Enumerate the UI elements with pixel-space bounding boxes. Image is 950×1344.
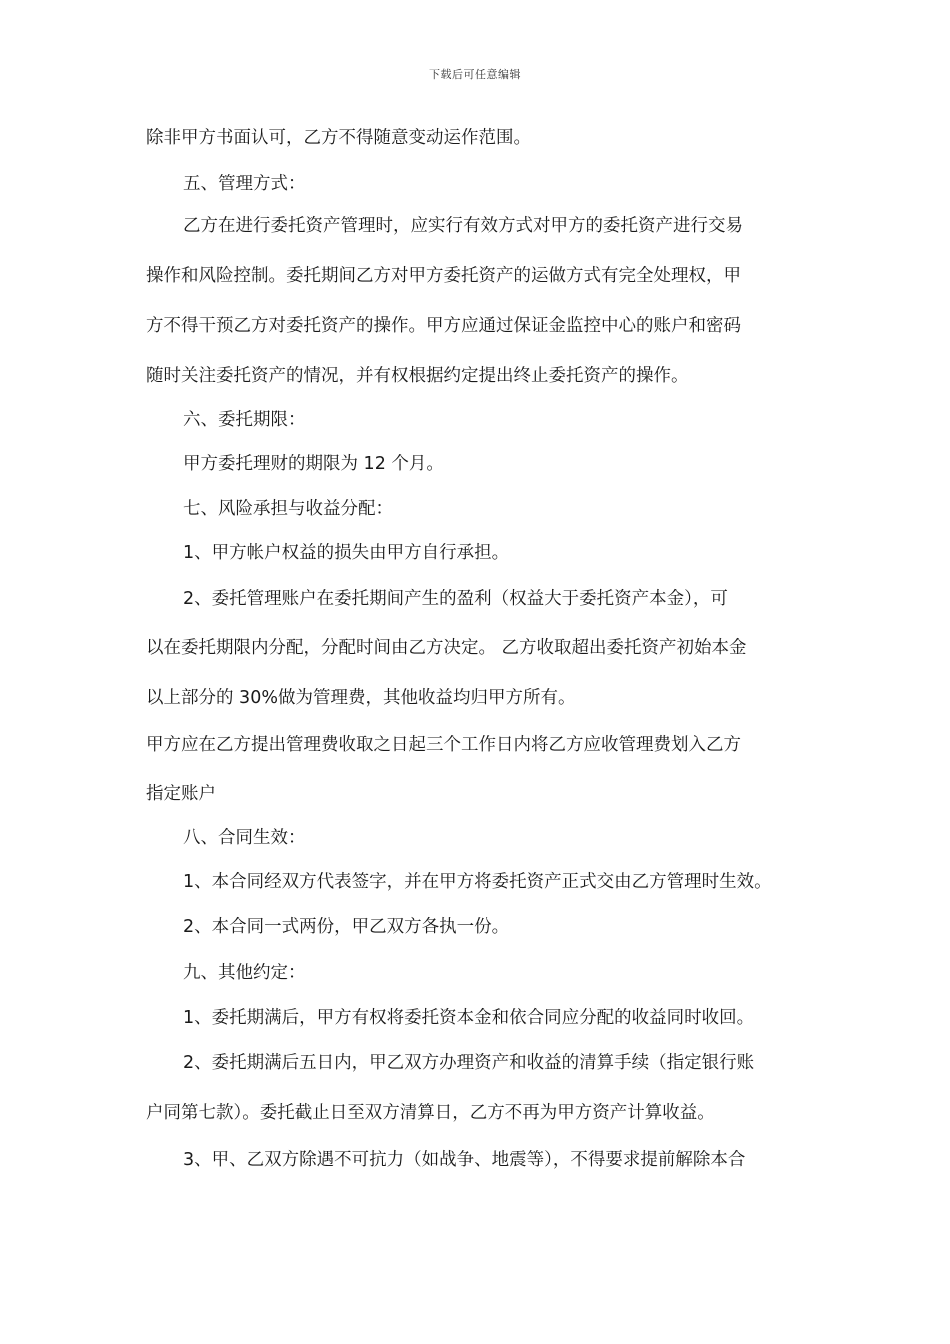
section-heading: 六、委托期限： <box>183 410 306 430</box>
paragraph-line: 操作和风险控制。委托期间乙方对甲方委托资产的运做方式有完全处理权，甲 <box>146 266 741 286</box>
paragraph-line: 甲方委托理财的期限为 12 个月。 <box>183 454 444 474</box>
paragraph-line: 甲方应在乙方提出管理费收取之日起三个工作日内将乙方应收管理费划入乙方 <box>146 735 741 755</box>
paragraph-line: 户同第七款）。委托截止日至双方清算日，乙方不再为甲方资产计算收益。 <box>146 1103 715 1123</box>
paragraph-line: 1、甲方帐户权益的损失由甲方自行承担。 <box>183 543 510 563</box>
paragraph-line: 指定账户 <box>146 784 216 804</box>
section-heading: 九、其他约定： <box>183 963 306 983</box>
section-heading: 七、风险承担与收益分配： <box>183 499 393 519</box>
page-header: 下载后可任意编辑 <box>429 68 521 81</box>
paragraph-line: 以在委托期限内分配，分配时间由乙方决定。 乙方收取超出委托资产初始本金 <box>146 638 747 658</box>
paragraph-line: 2、本合同一式两份，甲乙双方各执一份。 <box>183 917 510 937</box>
paragraph-line: 乙方在进行委托资产管理时，应实行有效方式对甲方的委托资产进行交易 <box>183 216 743 236</box>
paragraph-line: 3、甲、乙双方除遇不可抗力（如战争、地震等），不得要求提前解除本合 <box>183 1150 746 1170</box>
paragraph-line: 以上部分的 30%做为管理费，其他收益均归甲方所有。 <box>146 688 576 708</box>
section-heading: 八、合同生效： <box>183 828 306 848</box>
paragraph-line: 随时关注委托资产的情况，并有权根据约定提出终止委托资产的操作。 <box>146 366 689 386</box>
paragraph-line: 除非甲方书面认可，乙方不得随意变动运作范围。 <box>146 128 531 148</box>
paragraph-line: 方不得干预乙方对委托资产的操作。甲方应通过保证金监控中心的账户和密码 <box>146 316 741 336</box>
paragraph-line: 1、本合同经双方代表签字，并在甲方将委托资产正式交由乙方管理时生效。 <box>183 872 772 892</box>
paragraph-line: 1、委托期满后，甲方有权将委托资本金和依合同应分配的收益同时收回。 <box>183 1008 755 1028</box>
section-heading: 五、管理方式： <box>183 174 306 194</box>
paragraph-line: 2、委托期满后五日内，甲乙双方办理资产和收益的清算手续（指定银行账 <box>183 1053 755 1073</box>
paragraph-line: 2、委托管理账户在委托期间产生的盈利（权益大于委托资产本金），可 <box>183 589 728 609</box>
